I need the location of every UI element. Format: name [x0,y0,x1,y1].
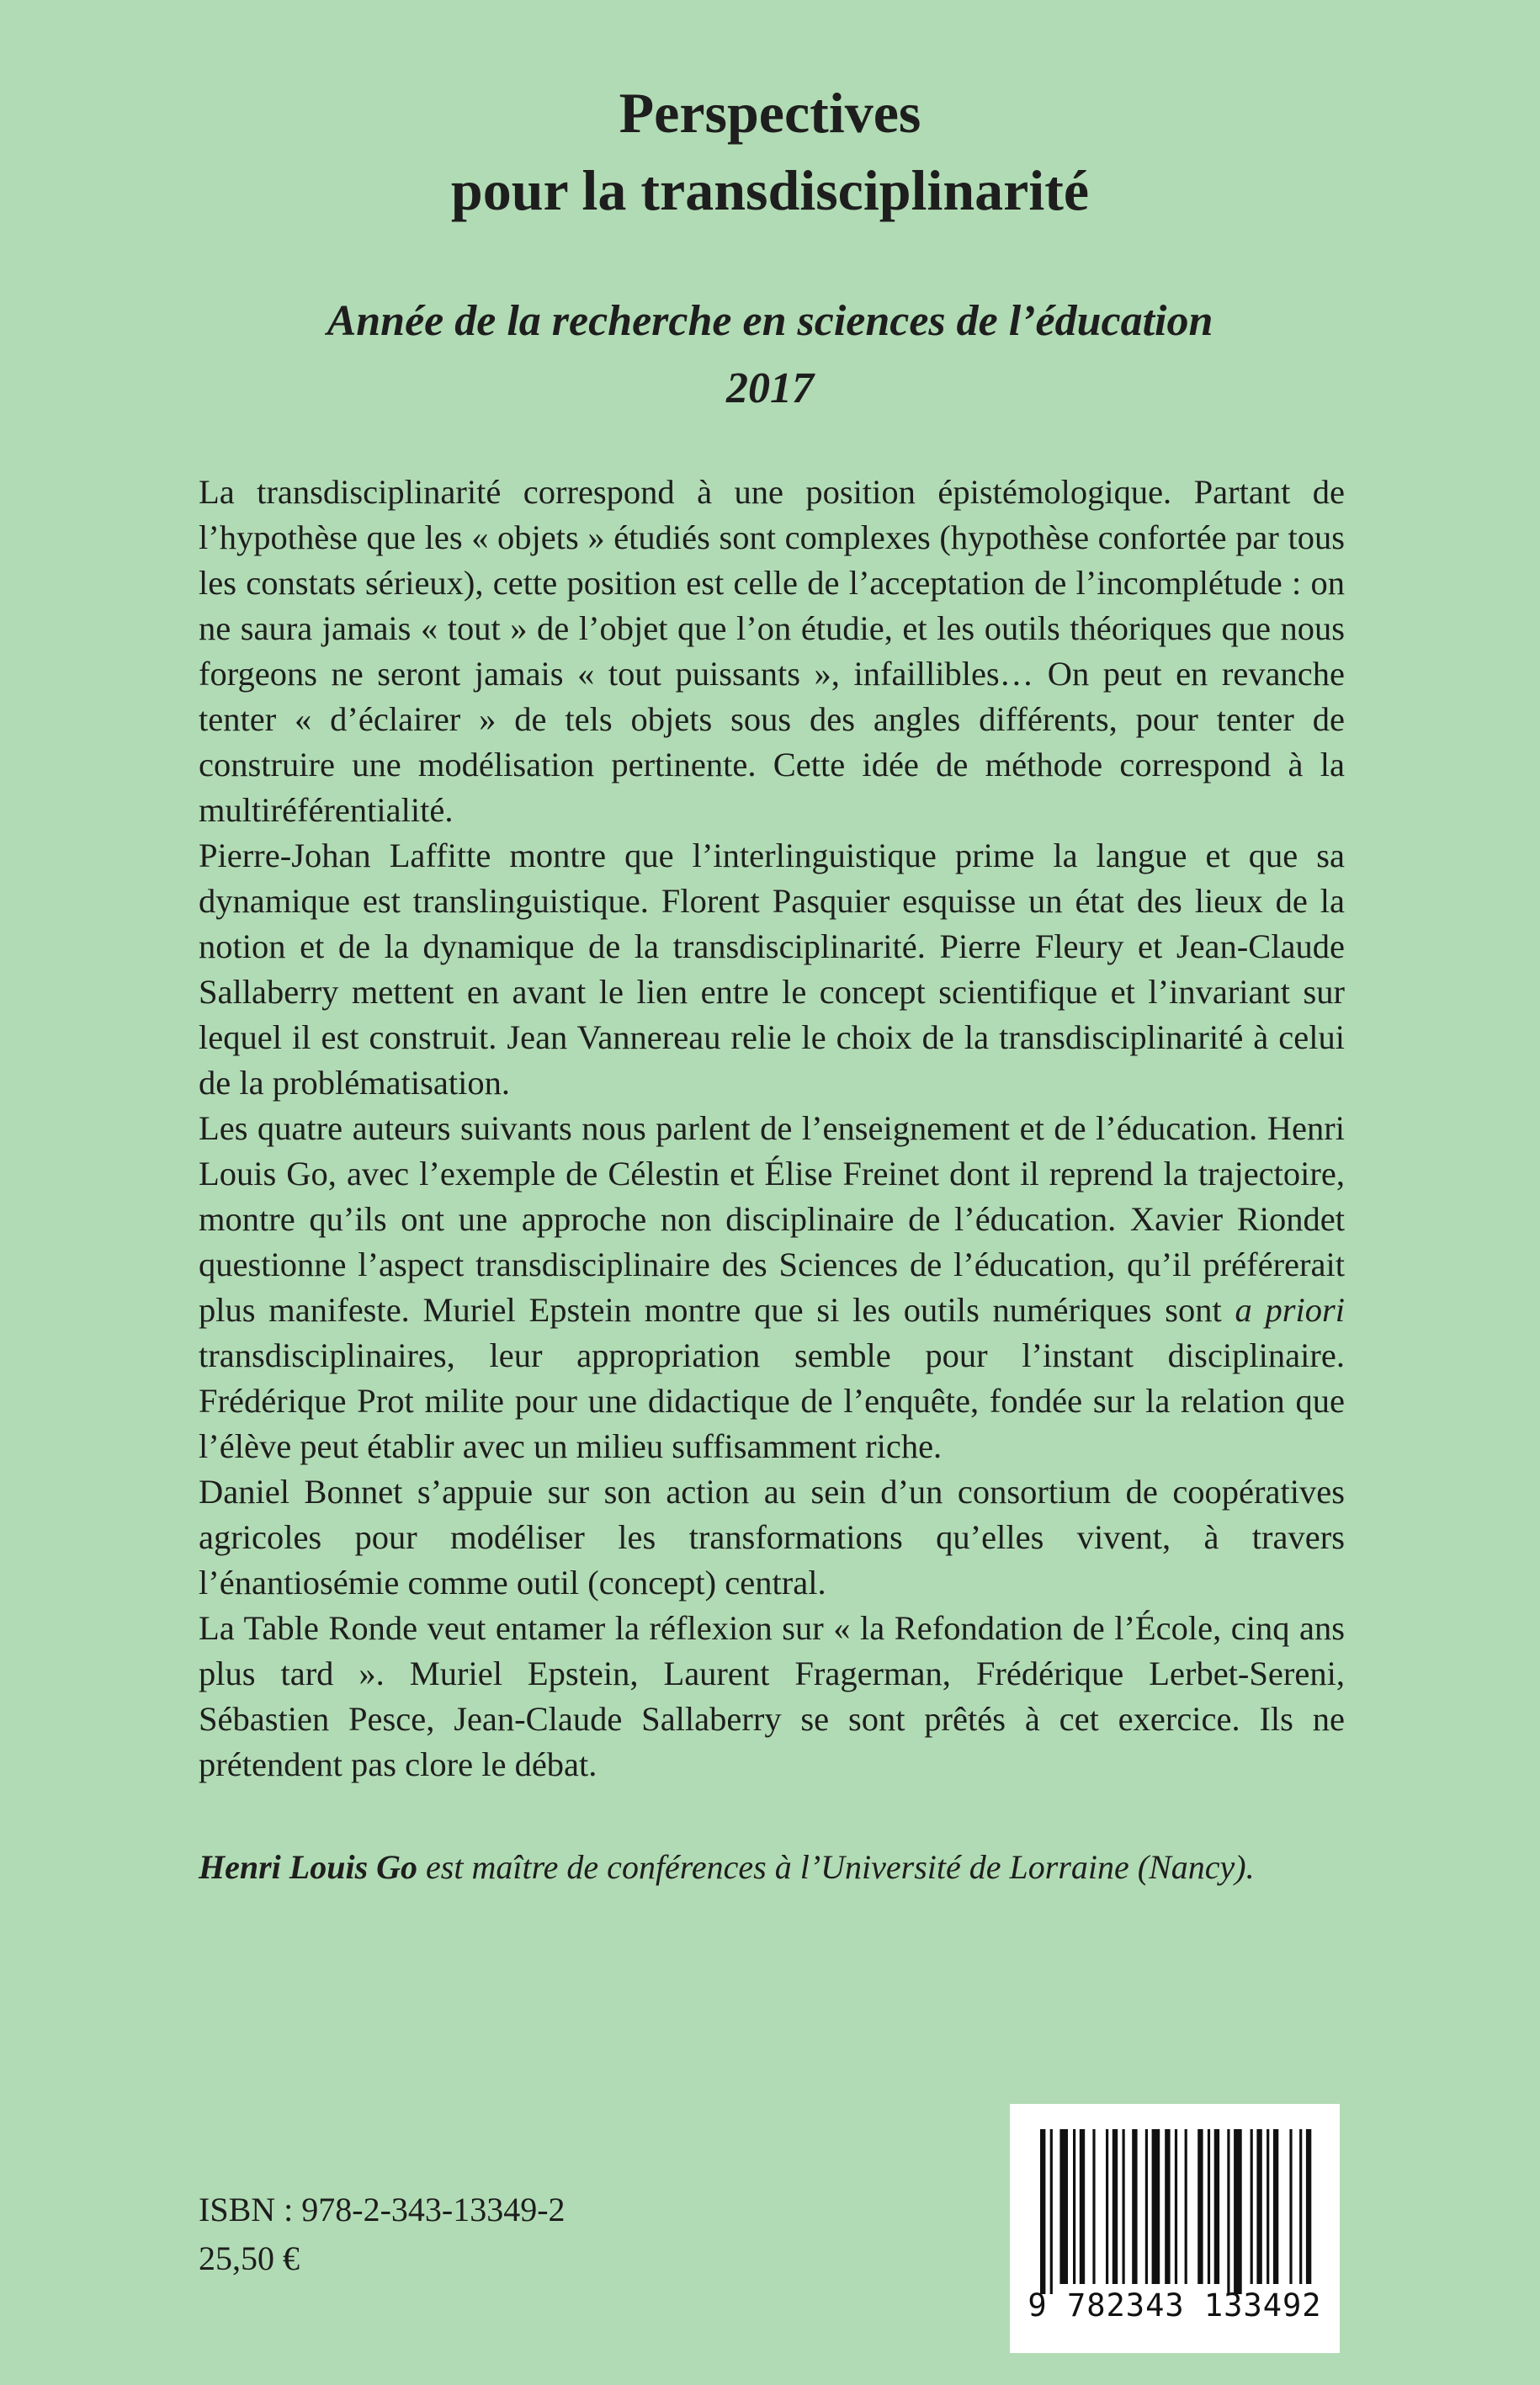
paragraph-3-text-b: transdisciplinaires, leur appropriation semble pour l’instant disciplinaire. Frédérique Prot milite pour une didactique de l’enquête, fondée sur la relation que l’élève peut établir avec un milieu suffisamment riche. [199,1336,1345,1465]
barcode-bar [1185,2129,1187,2284]
barcode-bar [1251,2129,1253,2284]
barcode-bar [1197,2129,1203,2284]
barcode-bar [1175,2129,1177,2284]
title-line-1: Perspectives [619,81,921,145]
subtitle-year: 2017 [726,364,814,412]
barcode-bar [1113,2129,1118,2284]
barcode-bar [1145,2129,1148,2284]
barcode [1010,2104,1340,2353]
summary-paragraph-2: Pierre-Johan Laffitte montre que l’interlinguistique prime la langue et que sa dynamique est translinguistique. Florent Pasquier esquisse un état des lieux de la notion et de la dynamique de la transdisciplinarité. Pierre Fleury et Jean-Claude Sallaberry mettent en avant le lien entre le concept scientifique et l’invariant sur lequel il est construit. Jean Vannereau relie le choix de la transdisciplinarité à celui de la problématisation. [199,837,1345,1102]
book-title [0,74,1540,229]
subtitle-line-1: Année de la recherche en sciences de l’éducation [327,297,1213,345]
barcode-bar [1273,2129,1278,2284]
summary-paragraph-3 [199,1106,1345,1469]
paragraph-3-text-a: Les quatre auteurs suivants nous parlent de l’enseignement et de l’éducation. Henri Louis Go, avec l’exemple de Célestin et Élise Freinet dont il reprend la trajectoire, montre qu’ils ont une approche non disciplinaire de l’éducation. Xavier Riondet questionne l’aspect transdisciplinaire des Sciences de l’éducation, qu’il préférerait plus manifeste. Muriel Epstein montre que si les outils numériques sont [199,1109,1345,1329]
barcode-bar [1299,2129,1302,2284]
barcode-bar [1092,2129,1095,2284]
author-note [199,1845,1377,1890]
isbn: ISBN : 978-2-343-13349-2 [199,2191,566,2228]
barcode-bar [1227,2129,1229,2294]
author-description: est maître de conférences à l’Université de Lorraine (Nancy). [417,1848,1255,1886]
barcode-bar [1234,2129,1242,2294]
barcode-bar [1267,2129,1269,2284]
paragraph-3-italic: a priori [1235,1291,1345,1329]
price: 25,50 € [199,2239,300,2277]
barcode-bar [1306,2129,1311,2284]
barcode-bar [1132,2129,1137,2284]
barcode-digits: 9 782343 133492 [1028,2287,1322,2324]
barcode-bar [1152,2129,1160,2284]
barcode-bar [1214,2129,1219,2284]
barcode-bar [1073,2129,1075,2284]
barcode-bar [1256,2129,1261,2284]
barcode-bar [1123,2129,1125,2284]
barcode-bar [1050,2129,1053,2294]
summary-paragraph-1: La transdisciplinarité correspond à une position épistémologique. Partant de l’hypothèse que les « objets » étudiés sont complexes (hypothèse confortée par tous les constats sérieux), cette position est celle de l’acceptation de l’incomplétude : on ne saura jamais « tout » de l’objet que l’on étudie, et les outils théoriques que nous forgeons ne seront jamais « tout puissants », infaillibles… On peut en revanche tenter « d’éclairer » de tels objets sous des angles différents, pour tenter de construire une modélisation pertinente. Cette idée de méthode correspond à la multiréférentialité. [199,473,1345,829]
summary-paragraph-4: Daniel Bonnet s’appuie sur son action au sein d’un consortium de coopératives agricoles pour modéliser les transformations qu’elles vivent, à travers l’énantiosémie comme outil (concept) central. [199,1473,1345,1602]
book-subtitle [0,288,1540,422]
barcode-bar [1289,2129,1292,2284]
author-name: Henri Louis Go [199,1848,418,1886]
barcode-bar [1040,2129,1045,2294]
back-cover-summary [199,470,1345,1787]
barcode-bar [1080,2129,1085,2284]
barcode-bar [1059,2129,1068,2284]
summary-paragraph-5: La Table Ronde veut entamer la réflexion sur « la Refondation de l’École, cinq ans plus tard ». Muriel Epstein, Laurent Fragerman, Frédérique Lerbet-Sereni, Sébastien Pesce, Jean-Claude Sallaberry se sont prêtés à cet exercice. Ils ne prétendent pas clore le débat. [199,1609,1345,1783]
title-line-2: pour la transdisciplinarité [450,158,1090,222]
barcode-bar [1106,2129,1108,2284]
barcode-bar [1208,2129,1210,2284]
barcode-bar [1165,2129,1170,2284]
